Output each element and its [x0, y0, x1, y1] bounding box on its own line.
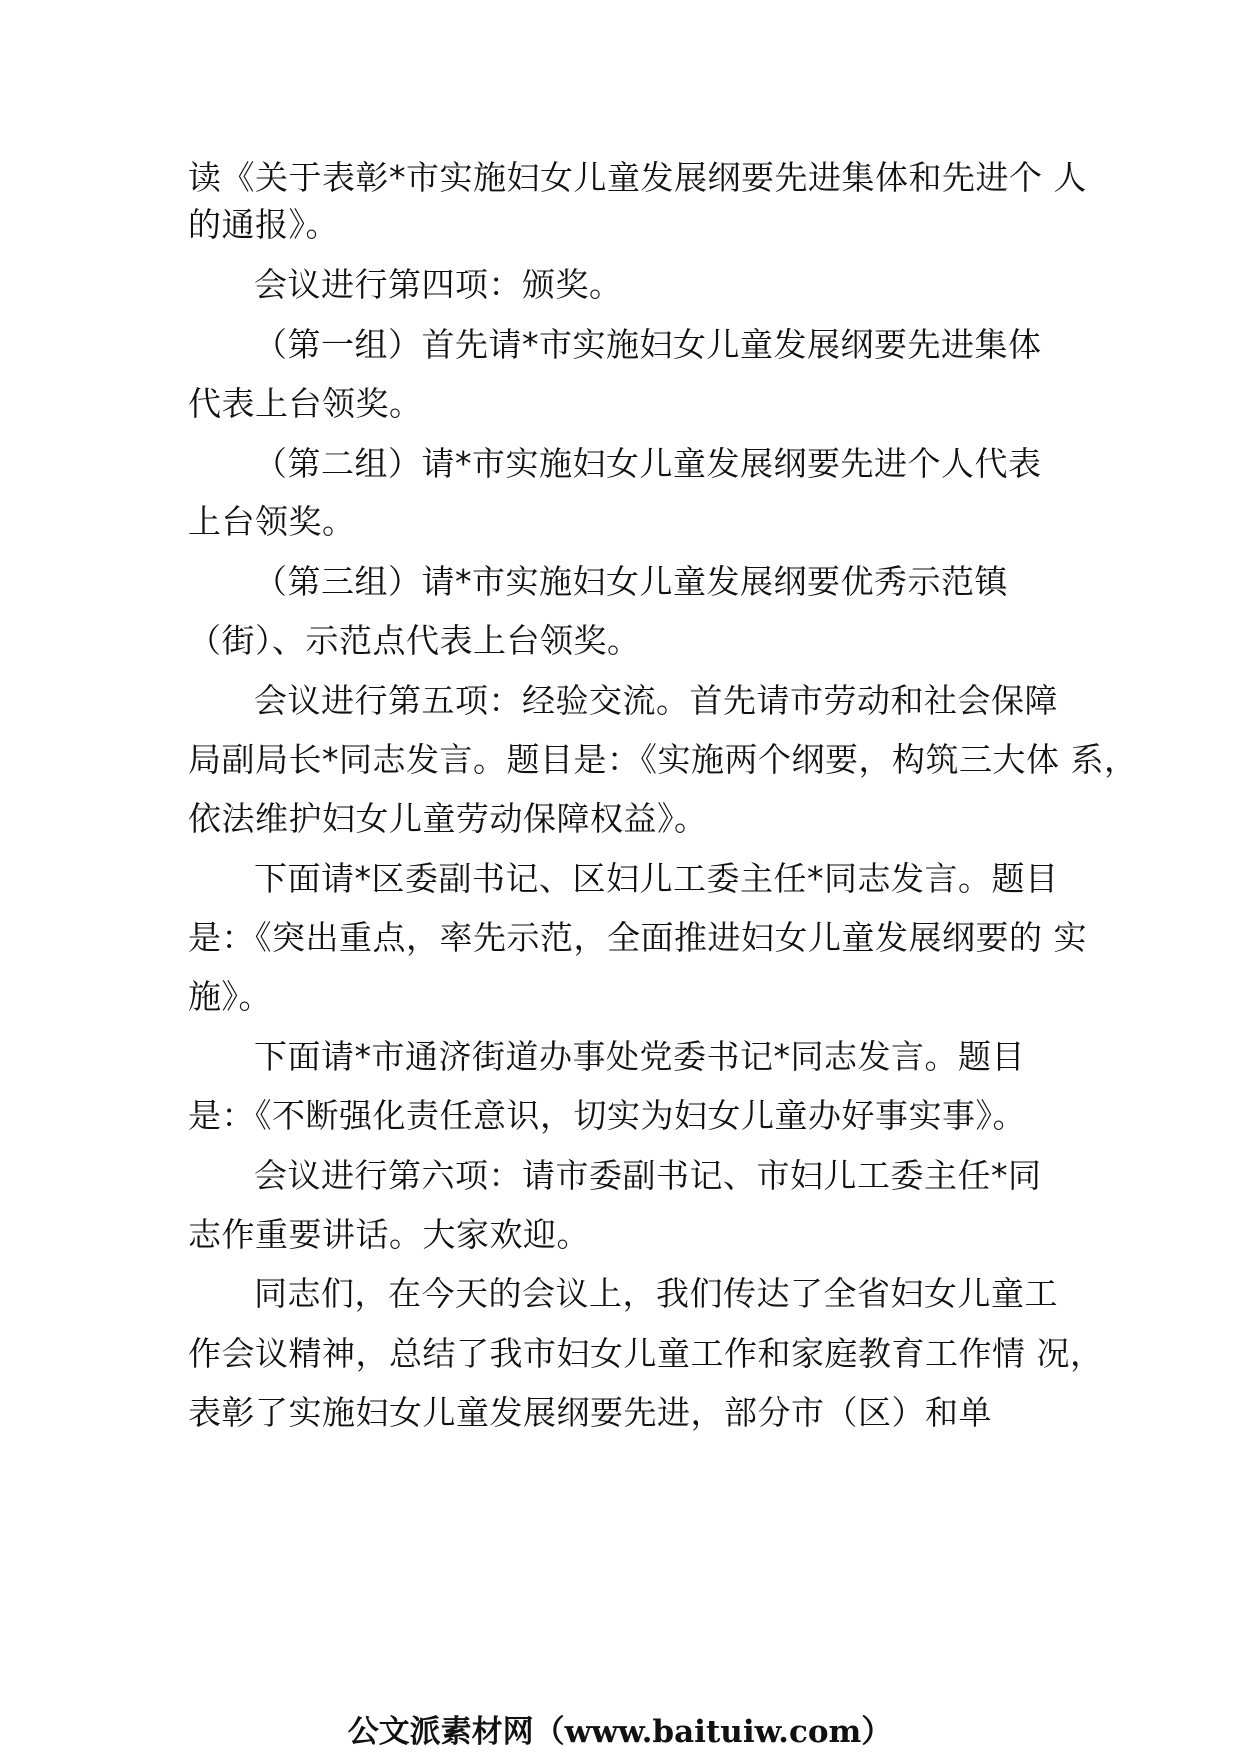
text-line: 会议进行第六项：请市委副书记、市妇儿工委主任*同 [254, 1156, 1042, 1195]
text-line: 同志们，在今天的会议上，我们传达了全省妇女儿童工 [254, 1274, 1058, 1313]
text-line: 局副局长*同志发言。题目是：《实施两个纲要，构筑三大体 系， [188, 740, 1138, 779]
text-line: 依法维护妇女儿童劳动保障权益》。 [188, 799, 708, 838]
text-line: 是：《突出重点，率先示范，全面推进妇女儿童发展纲要的 实 [188, 918, 1087, 957]
text-line: 的通报》。 [188, 205, 339, 244]
text-line: 表彰了实施妇女儿童发展纲要先进，部分市（区）和单 [188, 1393, 992, 1432]
text-line: （第二组）请*市实施妇女儿童发展纲要先进个人代表 [254, 444, 1042, 483]
text-line: 会议进行第五项：经验交流。首先请市劳动和社会保障 [254, 681, 1058, 720]
text-line: 下面请*市通济街道办事处党委书记*同志发言。题目 [254, 1037, 1025, 1076]
text-line: （第三组）请*市实施妇女儿童发展纲要优秀示范镇 [254, 562, 1008, 601]
text-line: 作会议精神，总结了我市妇女儿童工作和家庭教育工作情 况， [188, 1334, 1104, 1373]
text-line: （街）、示范点代表上台领奖。 [188, 621, 641, 660]
footer-watermark: 公文派素材网（www.baituiw.com） [347, 1714, 893, 1750]
text-line: 上台领奖。 [188, 502, 356, 541]
text-line: 代表上台领奖。 [188, 384, 423, 423]
text-line: 会议进行第四项：颁奖。 [254, 265, 623, 304]
text-line: 下面请*区委副书记、区妇儿工委主任*同志发言。题目 [254, 859, 1059, 898]
text-line: 志作重要讲话。大家欢迎。 [188, 1215, 590, 1254]
text-line: 施》。 [188, 977, 272, 1016]
text-line: 是：《不断强化责任意识，切实为妇女儿童办好事实事》。 [188, 1096, 1026, 1135]
text-line: （第一组）首先请*市实施妇女儿童发展纲要先进集体 [254, 325, 1042, 364]
text-line: 读《关于表彰*市实施妇女儿童发展纲要先进集体和先进个 人 [188, 158, 1087, 197]
